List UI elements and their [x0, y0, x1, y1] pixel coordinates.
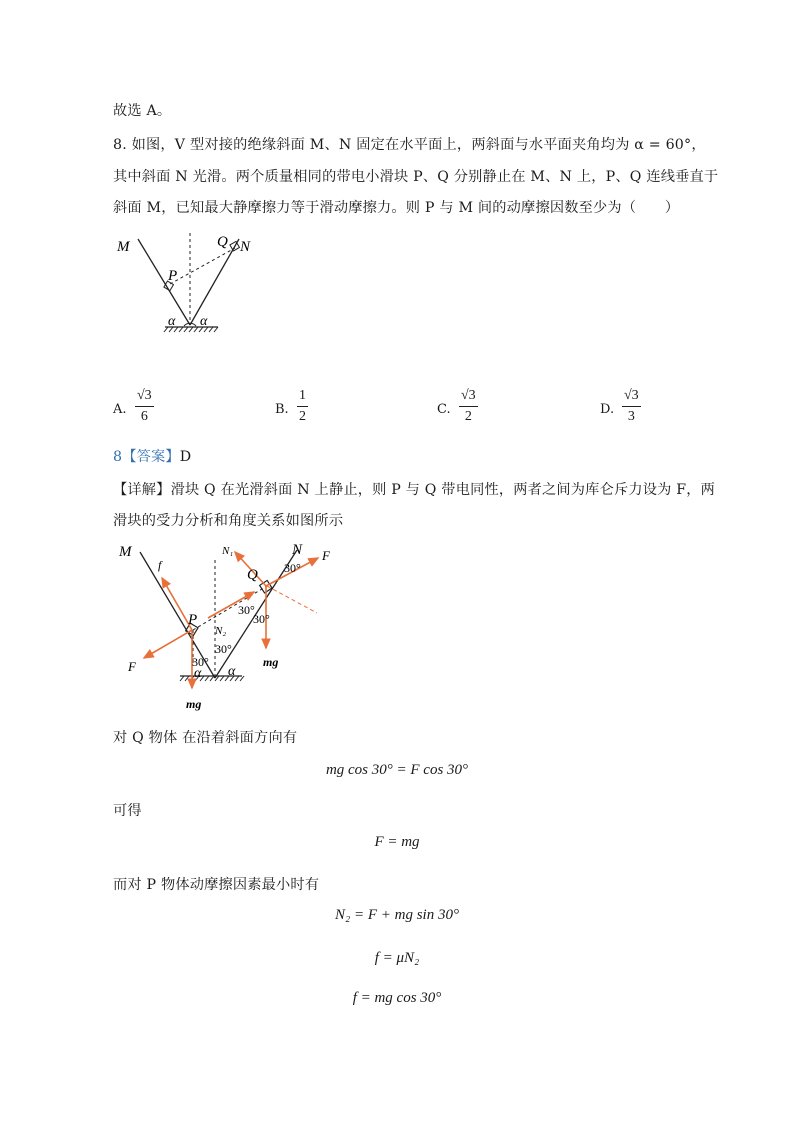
equation: N₂ = F + mg sin 30° — [335, 907, 459, 923]
label-F: F — [322, 548, 330, 563]
label-30deg: 30° — [253, 612, 270, 626]
option-label: C. — [437, 402, 451, 417]
label-alpha: α — [194, 666, 202, 681]
answer-value: D — [179, 449, 192, 465]
equation: f = μN₂ — [374, 950, 420, 966]
option-label: B. — [275, 402, 289, 417]
question-line: 8. 如图，V 型对接的绝缘斜面 M、N 固定在水平面上，两斜面与水平面夹角均为 α = 60°， — [113, 137, 706, 153]
label-mg: mg — [186, 697, 202, 711]
detail-line: 对 Q 物体 在沿着斜面方向有 — [113, 730, 298, 746]
label-M: M — [117, 239, 130, 255]
label-mg: mg — [263, 655, 279, 669]
detail-text: 滑块 Q 在光滑斜面 N 上静止，则 P 与 Q 带电同性，两者之间为库仑斥力设为 F，两 — [170, 482, 716, 498]
option-numerator: √3 — [459, 386, 478, 407]
label-alpha: α — [200, 314, 208, 329]
detail-line — [113, 479, 715, 499]
option-denominator: 3 — [627, 409, 635, 424]
label-N2: N₂ — [215, 625, 227, 637]
label-F: F — [128, 659, 136, 674]
option-denominator: 2 — [299, 409, 306, 424]
label-Q: Q — [247, 567, 258, 583]
figure-force-analysis — [110, 538, 330, 718]
label-M: M — [119, 544, 132, 560]
option-denominator: 6 — [140, 409, 148, 424]
label-Q: Q — [217, 234, 228, 250]
label-30deg: 30° — [238, 603, 255, 617]
detail-line: 而对 P 物体动摩擦因素最小时有 — [113, 877, 320, 893]
label-N: N — [240, 239, 251, 255]
label-alpha: α — [168, 314, 176, 329]
label-alpha: α — [228, 664, 236, 679]
option-label: D. — [600, 402, 615, 417]
equation: mg cos 30° = F cos 30° — [325, 762, 469, 778]
option-denominator: 2 — [464, 409, 472, 424]
answer-line — [113, 446, 191, 466]
option-numerator: √3 — [135, 386, 154, 407]
label-30deg: 30° — [284, 561, 301, 575]
option-numerator: 1 — [297, 386, 308, 407]
label-N: N — [292, 542, 303, 558]
equation: f = mg cos 30° — [352, 990, 442, 1006]
detail-line: 可得 — [113, 803, 142, 819]
label-30deg: 30° — [215, 642, 232, 656]
figure-v-incline — [110, 225, 270, 340]
detail-line: 滑块的受力分析和角度关系如图所示 — [113, 513, 344, 529]
equation: F = mg — [374, 834, 420, 850]
label-N1: N₁ — [222, 545, 234, 557]
text-line: 故选 A。 — [113, 103, 172, 119]
label-30deg: 30° — [192, 655, 209, 669]
detail-tag: 【详解】 — [113, 482, 171, 498]
question-line: 其中斜面 N 光滑。两个质量相同的带电小滑块 P、Q 分别静止在 M、N 上，P、Q 连线垂直于 — [113, 169, 719, 185]
option-numerator: √3 — [622, 386, 641, 407]
label-f: f — [158, 558, 162, 572]
label-P: P — [168, 268, 178, 284]
answer-tag: 8【答案】 — [113, 449, 180, 465]
option-label: A. — [113, 402, 127, 417]
label-P: P — [188, 612, 198, 628]
question-line: 斜面 M，已知最大静摩擦力等于滑动摩擦力。则 P 与 M 间的动摩擦因数至少为（ ） — [113, 200, 680, 216]
